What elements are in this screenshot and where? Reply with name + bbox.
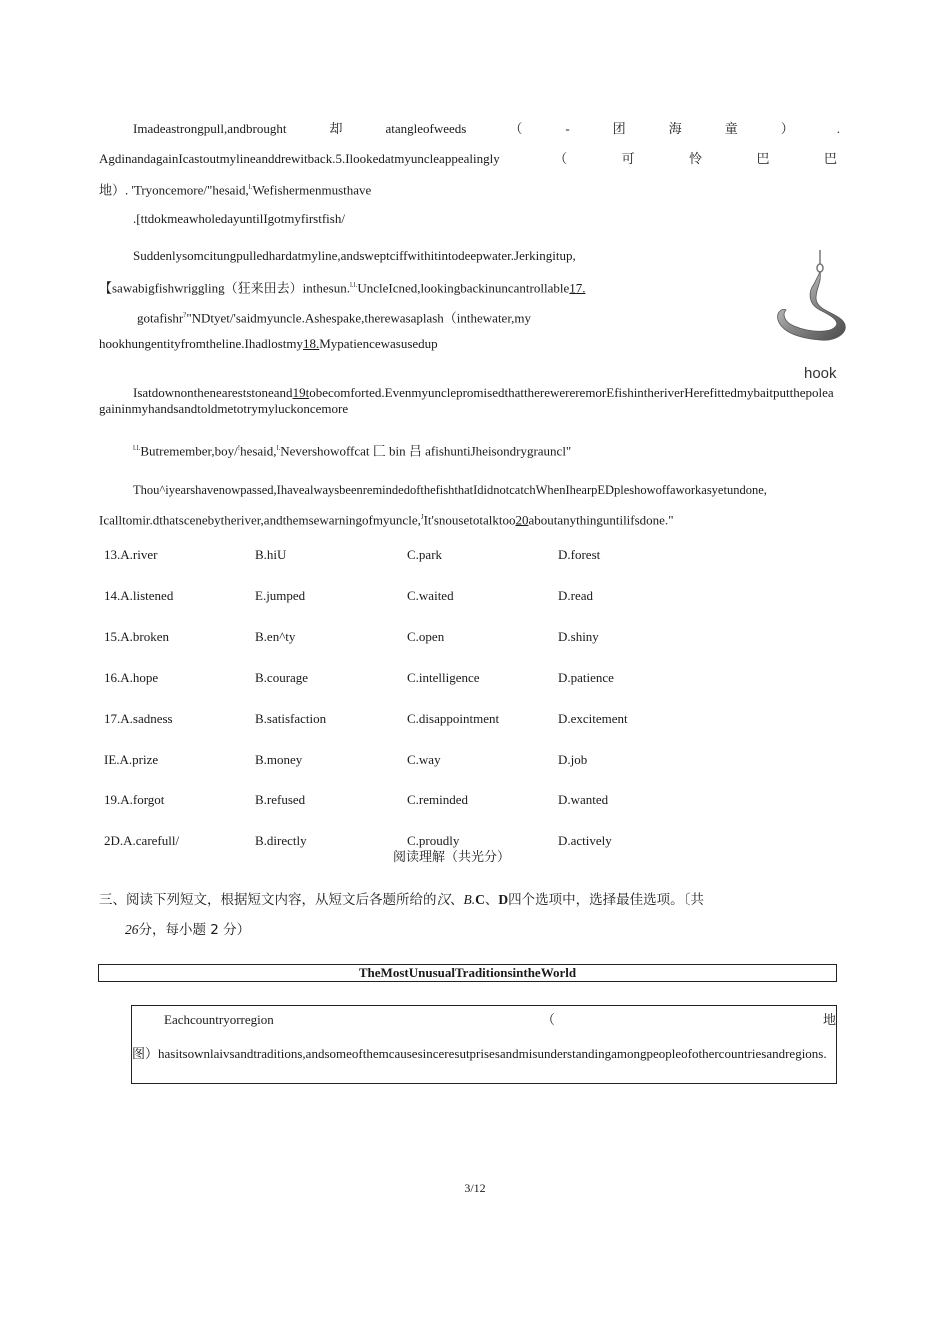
option-17-a: 17.A.sadness [104, 711, 173, 726]
option-16-c: C.intelligence [407, 670, 480, 685]
option-16-d: D.patience [558, 670, 614, 685]
option-16-b: B.courage [255, 670, 309, 685]
article-title: TheMostUnusualTraditionsintheWorld [98, 964, 837, 982]
passage-line-5: Suddenlysomcitungpulledhardatmyline,andsweptciffwithitintodeepwater.Jerkingitup, [133, 248, 576, 263]
article-intro-line-2: 图）hasitsownlaivsandtraditions,andsomeofthemcausesinceresutprisesandmisunderstandingamongpeopleofothercountriesandregions. [132, 1046, 827, 1061]
option-15-d: D.shiny [558, 629, 599, 644]
option-19-a: 19.A.forgot [104, 792, 165, 807]
blank-20: 20 [515, 512, 529, 528]
passage-line-6: 【sawabigfishwriggling（狂来田去）inthesun.$^{l.l.}$UncleIcned,lookingbackinuncantrollable17. [99, 280, 586, 296]
option-13-c: C.park [407, 547, 443, 562]
option-19-c: C.reminded [407, 792, 469, 807]
option-20-a: 2D.A.carefull/ [104, 833, 180, 848]
blank-17: 17. [569, 280, 586, 296]
passage-line-2: AgdinandagainIcastoutmylineanddrewitback.5.Ilookedatmyuncleappealingly （ 可 怜 巴 巴 [99, 151, 837, 167]
blank-18: 18. [303, 336, 320, 351]
passage-paragraph-4: Thou^iyearshavenowpassed,IhavealwaysbeenremindedofthefishthatIdidnotcatchWhenIhearpEDpleshowoffaworkasyetundone, [133, 483, 767, 497]
option-15-c: C.open [407, 629, 445, 644]
option-17-c: C.disappointment [407, 711, 500, 726]
option-17-b: B.satisfaction [255, 711, 327, 726]
passage-line-7: gotafishr?"NDtyet/'saidmyuncle.Ashespake,therewasaplash（inthewater,my [137, 310, 531, 326]
passage-line-3: 地）. 'Tryoncemore/"hesaid,$^{l.}$Wefishermenmusthave [99, 182, 372, 198]
option-14-a: 14.A.listened [104, 588, 174, 603]
article-intro-box [131, 1005, 837, 1084]
instruction-line-1: 三、阅读下列短文，根据短文内容，从短文后各题所给的汉、B.C、D四个选项中，选择最佳选项。〔共 [99, 892, 704, 908]
option-20-c: C.proudly [407, 833, 460, 848]
option-13-d: D.forest [558, 547, 601, 562]
passage-line-9: $^{l.l.}$Butremember,boy/!hesaid,$^{l.}$Nevershowoffcat 匚 bin 吕 afishuntiJheisondrygrauncl" [133, 443, 572, 459]
option-13-b: B.hiU [255, 547, 287, 562]
option-15-a: 15.A.broken [104, 629, 169, 644]
option-18-b: B.money [255, 752, 303, 767]
option-19-b: B.refused [255, 792, 306, 807]
hook-caption: hook [804, 365, 837, 382]
fish-hook-illustration [768, 248, 852, 348]
option-20-d: D.actively [558, 833, 612, 848]
option-18-d: D.job [558, 752, 588, 767]
passage-line-8: hookhungentityfromtheline.Ihadlostmy18.Mypatiencewasusedup [99, 336, 438, 351]
option-20-b: B.directly [255, 833, 307, 848]
article-intro-line-1: Eachcountryorregion （ 地 [164, 1012, 836, 1028]
blank-19: 19t [292, 385, 310, 400]
option-14-b: E.jumped [255, 588, 306, 603]
option-17-d: D.excitement [558, 711, 628, 726]
option-15-b: B.en^ty [255, 629, 296, 644]
page-number: 3/12 [464, 1181, 486, 1195]
section-heading: 阅读理解（共光分） [393, 850, 511, 865]
instruction-line-2: 26分，每小题 2 分） [125, 922, 251, 938]
option-16-a: 16.A.hope [104, 670, 159, 685]
option-14-d: D.read [558, 588, 594, 603]
passage-paragraph-3: Isatdownontheneareststoneand19tobecomforted.EvenmyunclepromisedthattherewereremorEfishintheriverHerefittedmybaitputthepoleagaininmyhandsandtoldmetotrymyluckoncemore [99, 385, 834, 416]
passage-line-10: Icalltomir.dthatscenebytheriver,andthemsewarningofmyuncle,$^J$It'snousetotalktoo20aboutanythinguntilifsdone." [99, 512, 674, 528]
option-18-a: IE.A.prize [104, 752, 159, 767]
passage-line-4: .[ttdokmeawholedayuntilIgotmyfirstfish/ [133, 211, 345, 226]
option-13-a: 13.A.river [104, 547, 158, 562]
option-19-d: D.wanted [558, 792, 609, 807]
option-18-c: C.way [407, 752, 441, 767]
passage-line-1: Imadeastrongpull,andbrought 却 atangleofweeds （ - 团 海 童 ） . [133, 121, 840, 137]
option-14-c: C.waited [407, 588, 454, 603]
